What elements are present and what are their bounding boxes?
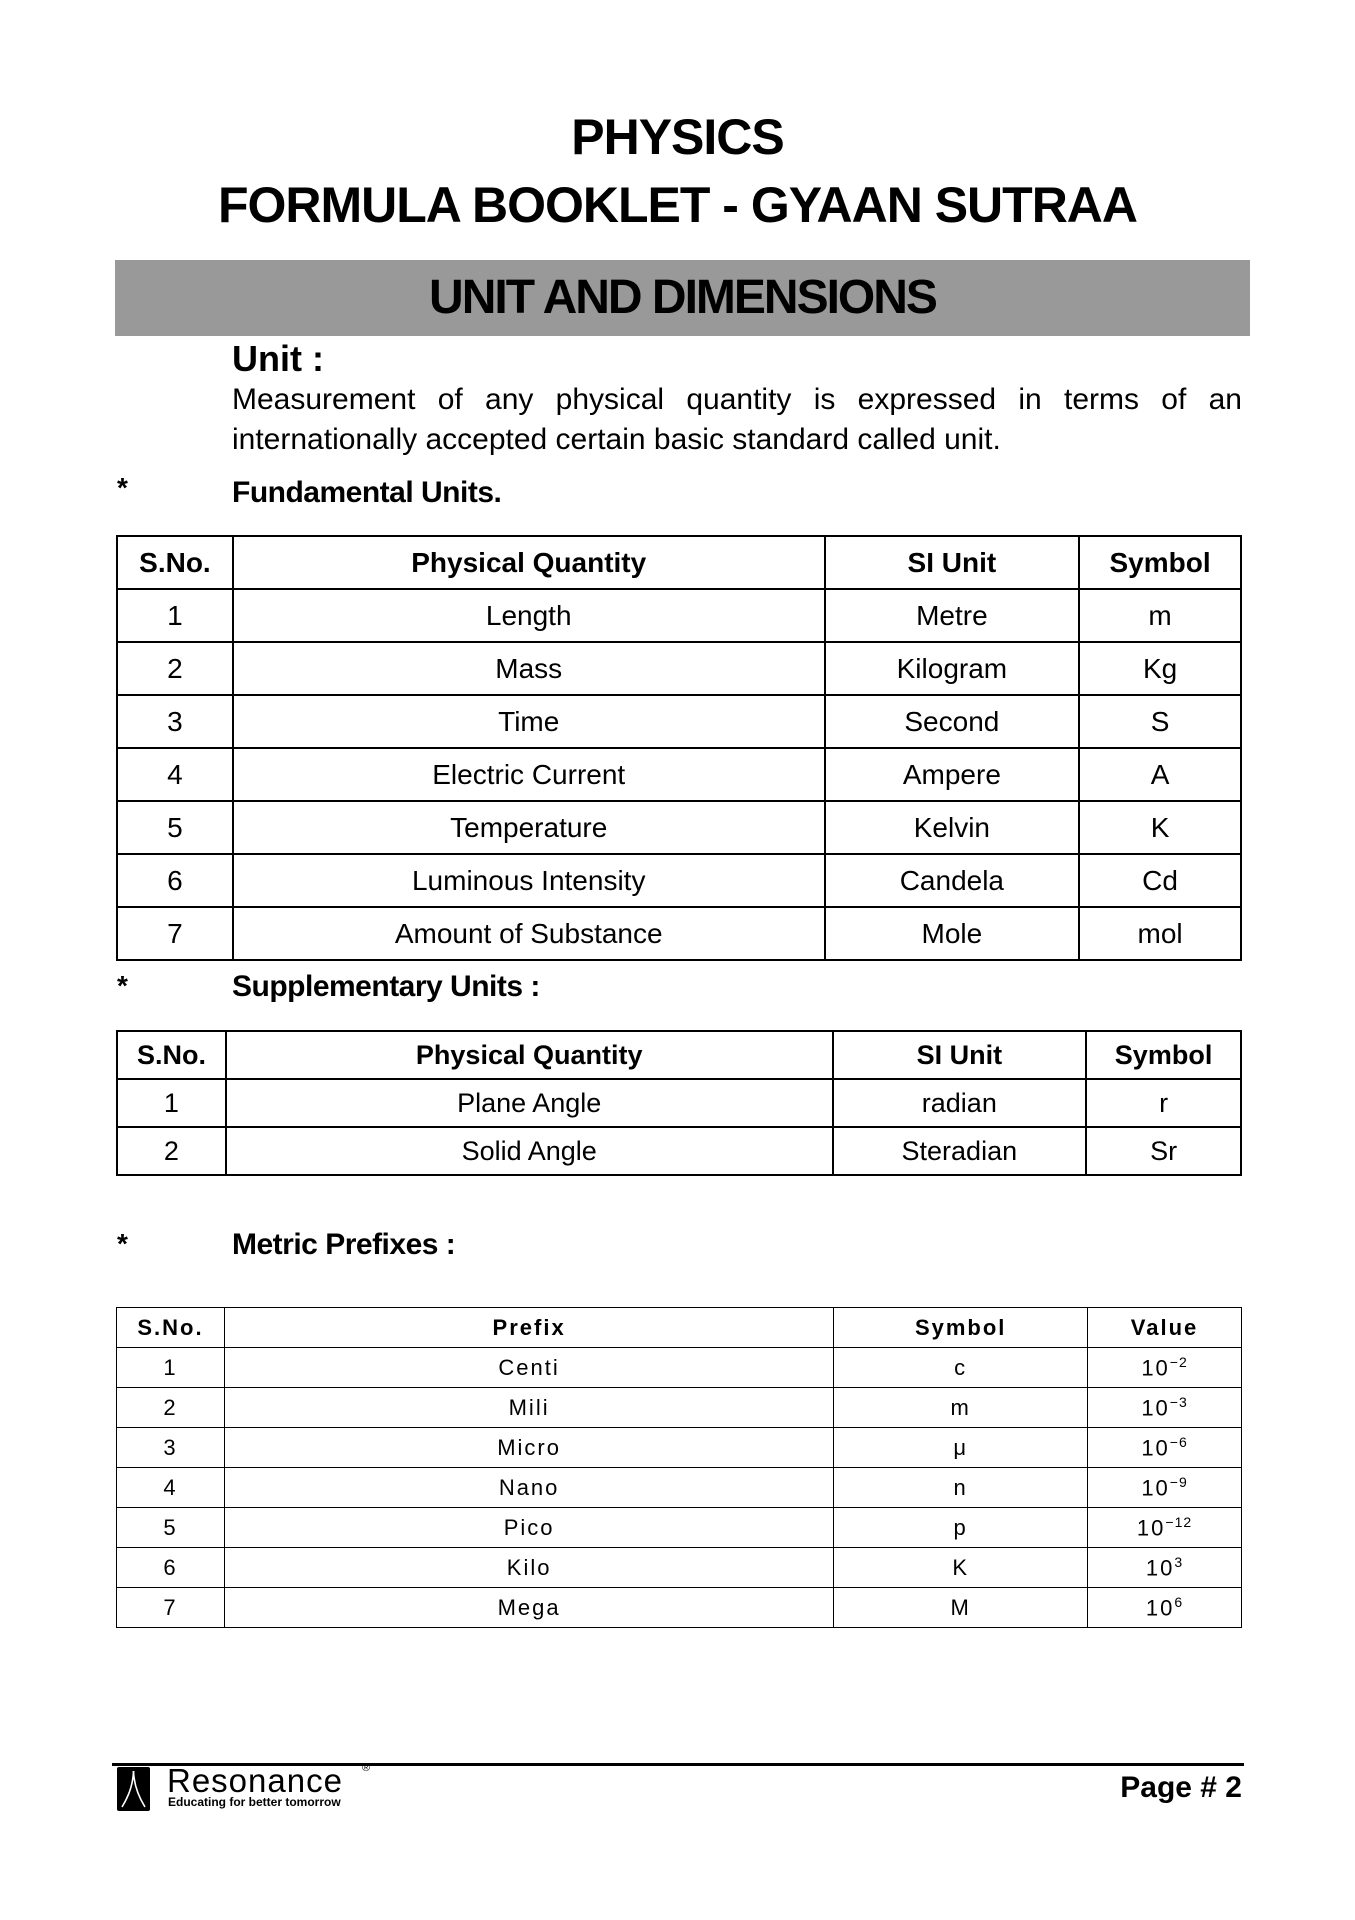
unit-heading: Unit : bbox=[232, 338, 324, 379]
column-header: Symbol bbox=[1086, 1031, 1241, 1079]
registered-mark: ® bbox=[362, 1762, 371, 1774]
table-cell: 6 bbox=[117, 854, 233, 907]
table-cell: 1 bbox=[117, 589, 233, 642]
table-cell: Length bbox=[233, 589, 825, 642]
table-header-row bbox=[117, 1308, 1242, 1348]
column-header: Physical Quantity bbox=[226, 1031, 833, 1079]
value-cell bbox=[1088, 1348, 1242, 1388]
value-exponent: −6 bbox=[1169, 1433, 1188, 1450]
sno-cell: 4 bbox=[117, 1468, 225, 1508]
table-row bbox=[117, 801, 1241, 854]
supplementary-units-heading: Supplementary Units : bbox=[232, 970, 540, 1003]
column-header: Value bbox=[1088, 1308, 1242, 1348]
table-cell: mol bbox=[1079, 907, 1241, 960]
column-header: Physical Quantity bbox=[233, 536, 825, 589]
table-cell: Sr bbox=[1086, 1127, 1241, 1175]
table-cell: Cd bbox=[1079, 854, 1241, 907]
prefix-cell: Nano bbox=[224, 1468, 833, 1508]
table-cell: Time bbox=[233, 695, 825, 748]
chapter-title: UNIT AND DIMENSIONS bbox=[429, 271, 936, 324]
fundamental-units-heading: Fundamental Units. bbox=[232, 476, 502, 509]
supplementary-units-table bbox=[116, 1030, 1242, 1176]
resonance-logo-icon bbox=[117, 1767, 150, 1811]
value-exponent: 3 bbox=[1174, 1553, 1184, 1570]
symbol-cell: p bbox=[834, 1508, 1088, 1548]
symbol-cell: n bbox=[834, 1468, 1088, 1508]
value-exponent: −12 bbox=[1165, 1513, 1193, 1530]
table-cell: A bbox=[1079, 748, 1241, 801]
table-row bbox=[117, 1428, 1242, 1468]
fundamental-units-table bbox=[116, 535, 1242, 961]
table-cell: Kelvin bbox=[825, 801, 1080, 854]
value-base: 10 bbox=[1141, 1475, 1170, 1501]
table-cell: radian bbox=[833, 1079, 1087, 1127]
symbol-cell: c bbox=[834, 1348, 1088, 1388]
table-cell: Kg bbox=[1079, 642, 1241, 695]
bullet-star: * bbox=[117, 472, 128, 503]
table-cell: Ampere bbox=[825, 748, 1080, 801]
prefix-cell: Mega bbox=[224, 1588, 833, 1628]
column-header: S.No. bbox=[117, 536, 233, 589]
value-base: 10 bbox=[1141, 1395, 1170, 1421]
table-cell: Kilogram bbox=[825, 642, 1080, 695]
table-cell: 7 bbox=[117, 907, 233, 960]
column-header: Symbol bbox=[834, 1308, 1088, 1348]
table-cell: m bbox=[1079, 589, 1241, 642]
booklet-title: FORMULA BOOKLET - GYAAN SUTRAA bbox=[217, 177, 1138, 233]
table-row bbox=[117, 1348, 1242, 1388]
value-exponent: −9 bbox=[1169, 1473, 1188, 1490]
table-cell: 5 bbox=[117, 801, 233, 854]
table-row bbox=[117, 1508, 1242, 1548]
table-cell: r bbox=[1086, 1079, 1241, 1127]
value-exponent: 6 bbox=[1174, 1593, 1184, 1610]
table-cell: Plane Angle bbox=[226, 1079, 833, 1127]
table-cell: Electric Current bbox=[233, 748, 825, 801]
column-header: Prefix bbox=[224, 1308, 833, 1348]
bullet-star: * bbox=[117, 1228, 128, 1259]
value-cell bbox=[1088, 1548, 1242, 1588]
table-cell: S bbox=[1079, 695, 1241, 748]
metric-prefixes-heading: Metric Prefixes : bbox=[232, 1228, 456, 1261]
table-header-row bbox=[117, 536, 1241, 589]
table-cell: Metre bbox=[825, 589, 1080, 642]
table-row bbox=[117, 854, 1241, 907]
value-base: 10 bbox=[1141, 1355, 1170, 1381]
metric-prefixes-table bbox=[116, 1307, 1242, 1628]
column-header: SI Unit bbox=[833, 1031, 1087, 1079]
column-header: SI Unit bbox=[825, 536, 1080, 589]
value-cell bbox=[1088, 1388, 1242, 1428]
table-cell: Candela bbox=[825, 854, 1080, 907]
sno-cell: 7 bbox=[117, 1588, 225, 1628]
table-cell: Mole bbox=[825, 907, 1080, 960]
table-cell: Temperature bbox=[233, 801, 825, 854]
table-cell: Amount of Substance bbox=[233, 907, 825, 960]
logo-wordmark: Resonance bbox=[167, 1762, 343, 1799]
column-header: Symbol bbox=[1079, 536, 1241, 589]
value-cell bbox=[1088, 1468, 1242, 1508]
table-row bbox=[117, 907, 1241, 960]
table-row bbox=[117, 1588, 1242, 1628]
symbol-cell: m bbox=[834, 1388, 1088, 1428]
table-cell: Steradian bbox=[833, 1127, 1087, 1175]
sno-cell: 1 bbox=[117, 1348, 225, 1388]
sno-cell: 3 bbox=[117, 1428, 225, 1468]
table-cell: 2 bbox=[117, 642, 233, 695]
table-cell: K bbox=[1079, 801, 1241, 854]
unit-definition: Measurement of any physical quantity is expressed in terms of an internationally accepted certain basic standard called unit. bbox=[232, 383, 1242, 456]
subject-title: PHYSICS bbox=[571, 109, 784, 165]
table-cell: Mass bbox=[233, 642, 825, 695]
symbol-cell: μ bbox=[834, 1428, 1088, 1468]
value-base: 10 bbox=[1145, 1555, 1175, 1581]
table-row bbox=[117, 1388, 1242, 1428]
prefix-cell: Pico bbox=[224, 1508, 833, 1548]
page-number: Page # 2 bbox=[1120, 1771, 1242, 1804]
table-row bbox=[117, 695, 1241, 748]
table-cell: Luminous Intensity bbox=[233, 854, 825, 907]
symbol-cell: K bbox=[834, 1548, 1088, 1588]
prefix-cell: Micro bbox=[224, 1428, 833, 1468]
sno-cell: 2 bbox=[117, 1388, 225, 1428]
prefix-cell: Kilo bbox=[224, 1548, 833, 1588]
table-cell: 1 bbox=[117, 1079, 226, 1127]
value-cell bbox=[1088, 1428, 1242, 1468]
value-exponent: −3 bbox=[1169, 1393, 1188, 1410]
prefix-cell: Centi bbox=[224, 1348, 833, 1388]
table-cell: 3 bbox=[117, 695, 233, 748]
table-row bbox=[117, 1468, 1242, 1508]
table-cell: 4 bbox=[117, 748, 233, 801]
value-base: 10 bbox=[1141, 1435, 1170, 1461]
sno-cell: 5 bbox=[117, 1508, 225, 1548]
bullet-star: * bbox=[117, 970, 128, 1001]
table-row bbox=[117, 1548, 1242, 1588]
table-row bbox=[117, 1079, 1241, 1127]
sno-cell: 6 bbox=[117, 1548, 225, 1588]
logo-tagline: Educating for better tomorrow bbox=[168, 1795, 341, 1809]
prefix-cell: Mili bbox=[224, 1388, 833, 1428]
table-cell: Solid Angle bbox=[226, 1127, 833, 1175]
table-header-row bbox=[117, 1031, 1241, 1079]
table-row bbox=[117, 642, 1241, 695]
table-row bbox=[117, 748, 1241, 801]
table-cell: Second bbox=[825, 695, 1080, 748]
value-cell bbox=[1088, 1508, 1242, 1548]
symbol-cell: M bbox=[834, 1588, 1088, 1628]
column-header: S.No. bbox=[117, 1031, 226, 1079]
table-row bbox=[117, 1127, 1241, 1175]
chapter-banner bbox=[115, 260, 1250, 336]
value-exponent: −2 bbox=[1169, 1353, 1188, 1370]
column-header: S.No. bbox=[117, 1308, 225, 1348]
table-row bbox=[117, 589, 1241, 642]
table-cell: 2 bbox=[117, 1127, 226, 1175]
value-cell bbox=[1088, 1588, 1242, 1628]
value-base: 10 bbox=[1145, 1595, 1175, 1621]
value-base: 10 bbox=[1136, 1515, 1166, 1541]
